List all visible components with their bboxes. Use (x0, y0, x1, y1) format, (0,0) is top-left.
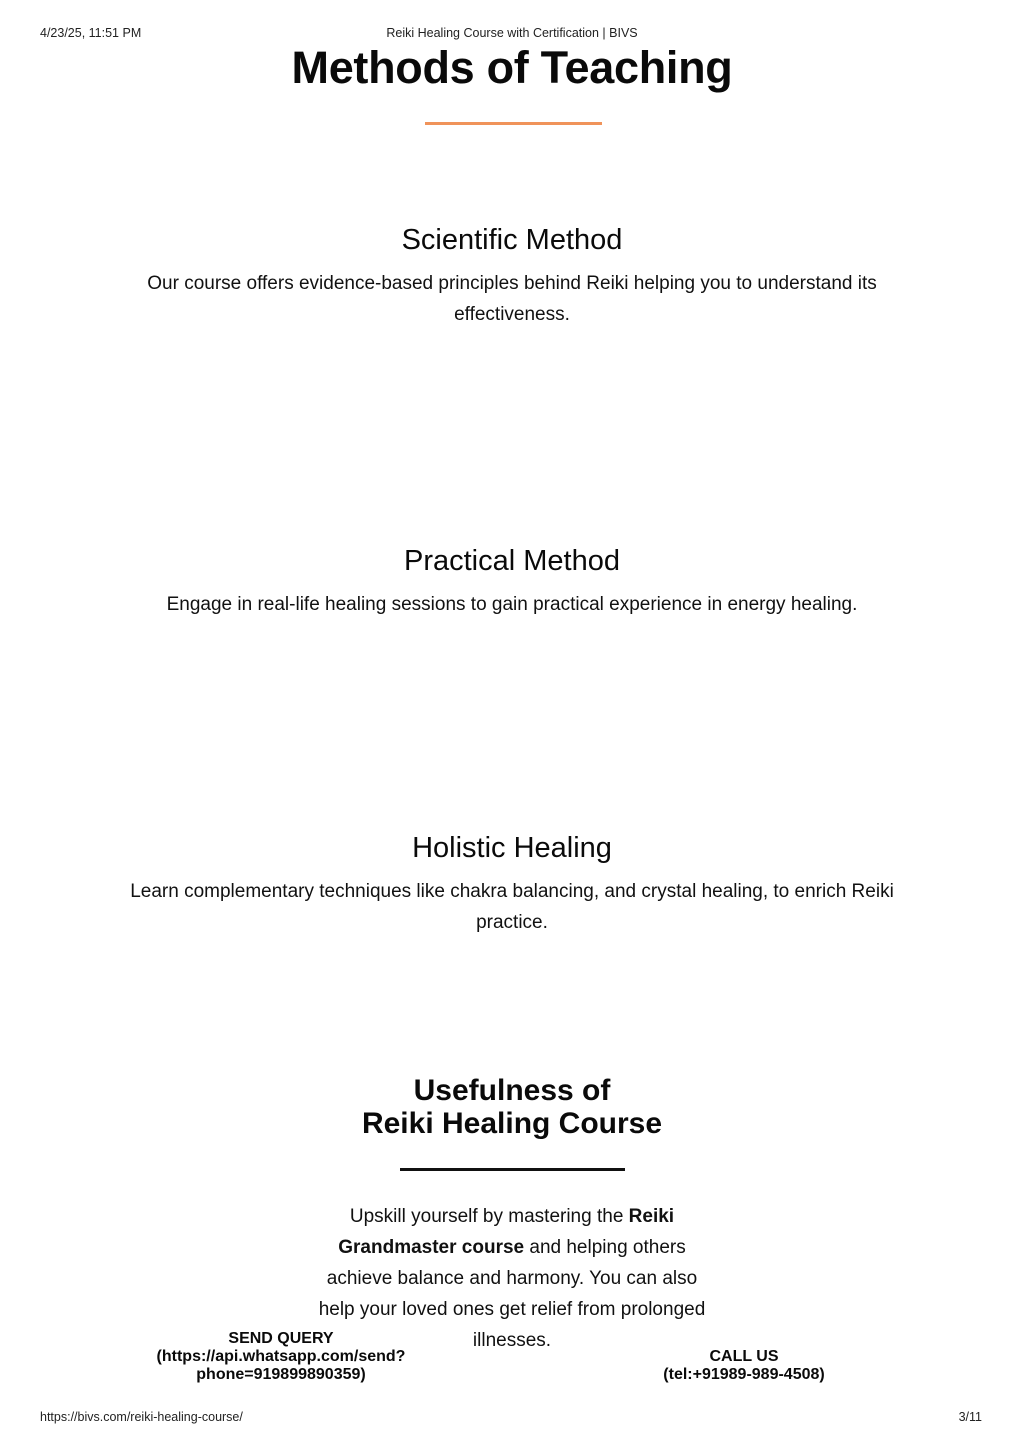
print-header-page-title: Reiki Healing Course with Certification | BIVS (386, 26, 638, 40)
print-footer-url: https://bivs.com/reiki-healing-course/ (40, 1410, 243, 1424)
call-us-link: (tel:+91989-989-4508) (663, 1366, 825, 1383)
usefulness-underline (400, 1168, 625, 1171)
method-title: Scientific Method (401, 224, 623, 256)
send-query-button[interactable] (140, 1330, 422, 1384)
method-description: Learn complementary techniques like chakra balancing, and crystal healing, to enrich Reiki practice. (130, 881, 894, 933)
usefulness-text-bold: Reiki Grandmaster course (338, 1206, 675, 1258)
usefulness-title (0, 1074, 1024, 1140)
method-description: Our course offers evidence-based principles behind Reiki helping you to understand its effectiveness. (147, 273, 877, 325)
usefulness-title-line1: Usefulness of (413, 1074, 611, 1107)
method-description: Engage in real-life healing sessions to gain practical experience in energy healing. (166, 594, 858, 615)
send-query-label: SEND QUERY (228, 1330, 334, 1347)
usefulness-text-before: Upskill yourself by mastering the (349, 1206, 629, 1227)
method-scientific (0, 222, 1024, 330)
send-query-link-line2: phone=919899890359) (196, 1366, 366, 1383)
method-title: Holistic Healing (412, 832, 612, 864)
print-header-datetime: 4/23/25, 11:51 PM (40, 26, 142, 40)
method-practical (0, 543, 1024, 620)
call-us-label: CALL US (709, 1348, 779, 1365)
page-title: Methods of Teaching (291, 42, 733, 93)
usefulness-text-after: and helping others achieve balance and harmony. You can also help your loved ones get relief from prolonged illnesses. (318, 1237, 706, 1351)
method-title: Practical Method (404, 545, 620, 577)
send-query-link-line1: (https://api.whatsapp.com/send? (156, 1348, 406, 1365)
call-us-button[interactable] (640, 1348, 848, 1384)
print-footer-page-number: 3/11 (958, 1410, 982, 1424)
method-holistic (0, 830, 1024, 938)
title-underline (425, 122, 602, 125)
usefulness-title-line2: Reiki Healing Course (361, 1107, 663, 1140)
